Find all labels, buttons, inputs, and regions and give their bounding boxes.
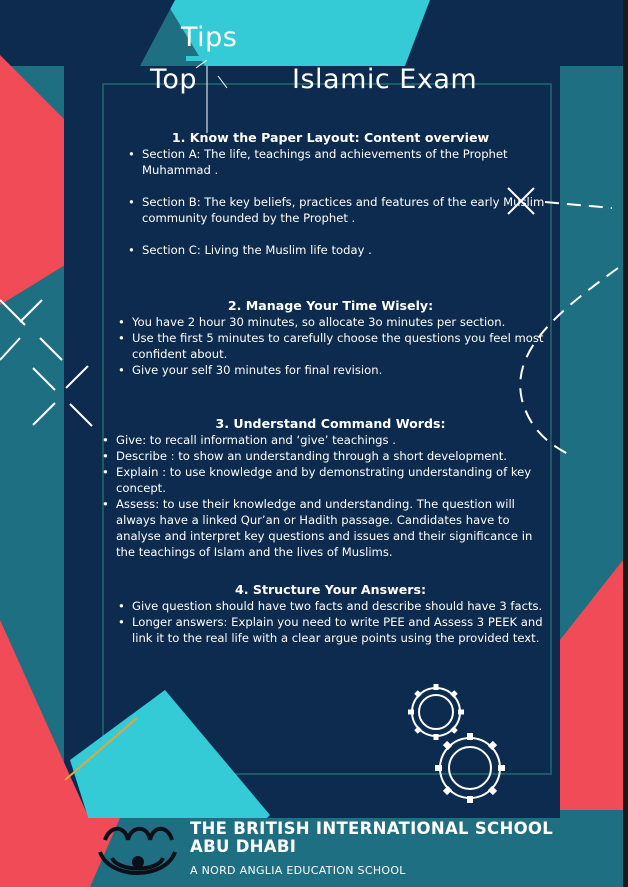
section-heading-3: 3. Understand Command Words: — [215, 416, 446, 431]
section-2-list — [108, 314, 553, 378]
section-3-list — [108, 432, 553, 560]
page-title: Islamic Exam — [292, 64, 478, 95]
tips-label: Tips — [181, 22, 238, 53]
school-name — [190, 820, 553, 856]
section-heading-1: 1. Know the Paper Layout: Content overview — [171, 130, 490, 145]
list-item: • Give your self 30 minutes for final revision. — [124, 362, 553, 378]
school-name-line2: ABU DHABI — [190, 837, 297, 856]
tips-content — [108, 130, 553, 646]
section-heading-4: 4. Structure Your Answers: — [234, 582, 427, 597]
school-subtitle: A NORD ANGLIA EDUCATION SCHOOL — [190, 864, 406, 877]
list-item: • Assess: to use their knowledge and understanding. The question will always have a linked Qur’an or Hadith passage. Candidates have to analyse and interpret key questions and issues and their significance in the teachings of Islam and the lives of Muslims. — [108, 496, 553, 560]
list-item: • Longer answers: Explain you need to write PEE and Assess 3 PEEK and link it to the real life with a clear argue points using the provided text. — [124, 614, 553, 646]
school-name-line1: THE BRITISH INTERNATIONAL SCHOOL — [190, 819, 554, 838]
section-1-list — [108, 146, 553, 258]
list-item: • Section C: Living the Muslim life today . — [134, 242, 553, 258]
list-item: • Use the first 5 minutes to carefully choose the questions you feel most confident about. — [124, 330, 553, 362]
navy-top-right — [405, 0, 623, 66]
list-item: • Give question should have two facts and describe should have 3 facts. — [124, 598, 553, 614]
list-item: • Section B: The key beliefs, practices and features of the early Muslim community founded by the Prophet . — [134, 194, 553, 226]
section-heading-2: 2. Manage Your Time Wisely: — [227, 298, 434, 313]
list-item: • Describe : to show an understanding through a short development. — [108, 448, 553, 464]
top-label: Top — [150, 64, 198, 95]
list-item: • Section A: The life, teachings and achievements of the Prophet Muhammad . — [134, 146, 553, 178]
list-item: • Give: to recall information and ‘give’ teachings . — [108, 432, 553, 448]
list-item: • Explain : to use knowledge and by demonstrating understanding of key concept. — [108, 464, 553, 496]
section-4-list — [108, 598, 553, 646]
list-item: • You have 2 hour 30 minutes, so allocate 3o minutes per section. — [124, 314, 553, 330]
